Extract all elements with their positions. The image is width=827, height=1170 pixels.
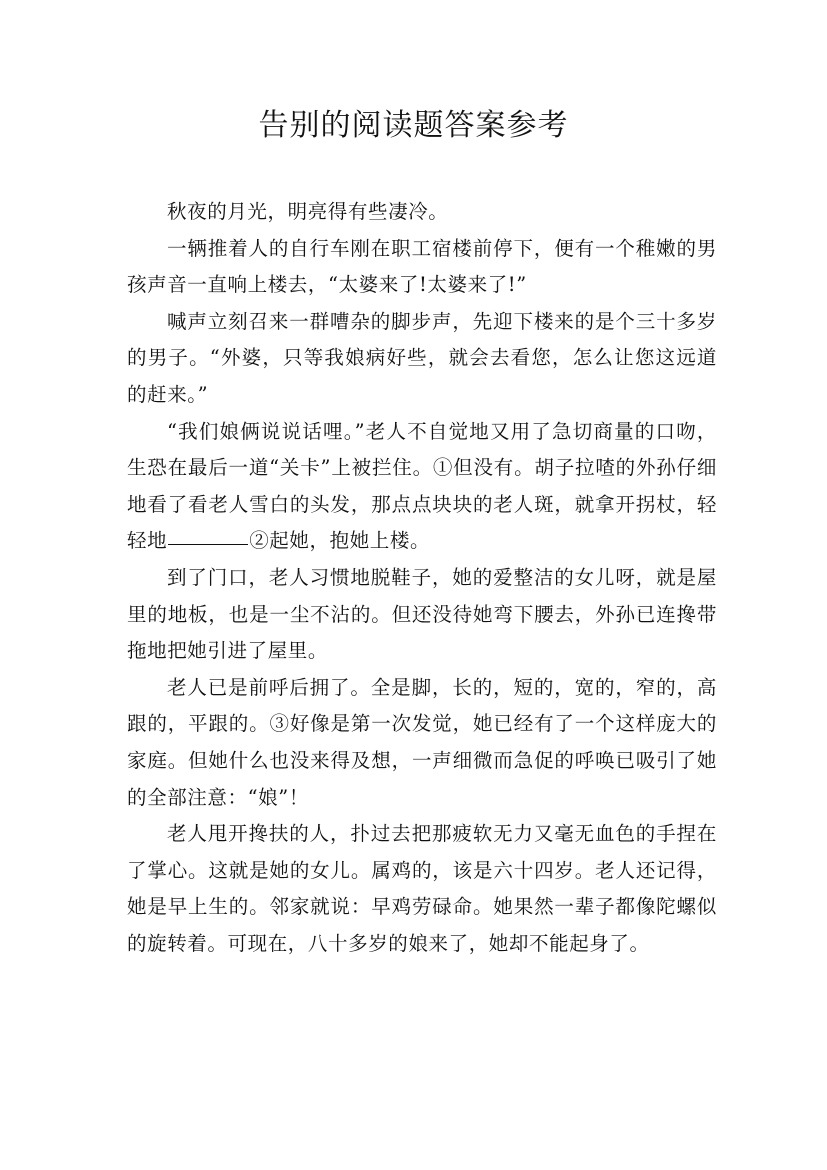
- paragraph-3: 喊声立刻召来一群嘈杂的脚步声，先迎下楼来的是个三十多岁的男子。“外婆，只等我娘病好些，就会去看您，怎么让您这远道的赶来。”: [127, 309, 717, 406]
- paragraph-2: 一辆推着人的自行车刚在职工宿楼前停下，便有一个稚嫩的男孩声音一直响上楼去，“太婆来了!太婆来了!”: [127, 236, 717, 297]
- paragraph-5: 到了门口，老人习惯地脱鞋子，她的爱整洁的女儿呀，就是屋里的地板，也是一尘不沾的。但还没待她弯下腰去，外孙已连搀带拖地把她引进了屋里。: [127, 565, 717, 663]
- paragraph-1: 秋夜的月光，明亮得有些凄冷。: [167, 200, 449, 223]
- document-body: [127, 194, 717, 962]
- paragraph-4-before-blank: “我们娘俩说说话哩。”老人不自觉地又用了急切商量的口吻，生恐在最后一道“关卡”上被拦住。①但没有。胡子拉喳的外孙仔细地看了看老人雪白的头发，那点点块块的老人斑，就拿开拐杖，轻轻地: [127, 419, 717, 553]
- paragraph-4: [127, 414, 717, 560]
- document-title: 告别的阅读题答案参考: [258, 108, 569, 143]
- paragraph-7: 老人甩开搀扶的人，扑过去把那疲软无力又毫无血色的手捏在了掌心。这就是她的女儿。属鸡的，该是六十四岁。老人还记得，她是早上生的。邻家就说：早鸡劳碌命。她果然一辈子都像陀螺似的旋转着。可现在，八十多岁的娘来了，她却不能起身了。: [127, 822, 717, 955]
- paragraph-6: 老人已是前呼后拥了。全是脚，长的，短的，宽的，窄的，高跟的，平跟的。③好像是第一次发觉，她已经有了一个这样庞大的家庭。但她什么也没来得及想，一声细微而急促的呼唤已吸引了她的全部注意：“娘”！: [127, 675, 717, 809]
- fill-in-blank: [168, 543, 248, 545]
- paragraph-4-after-blank: ②起她，抱她上楼。: [249, 529, 431, 553]
